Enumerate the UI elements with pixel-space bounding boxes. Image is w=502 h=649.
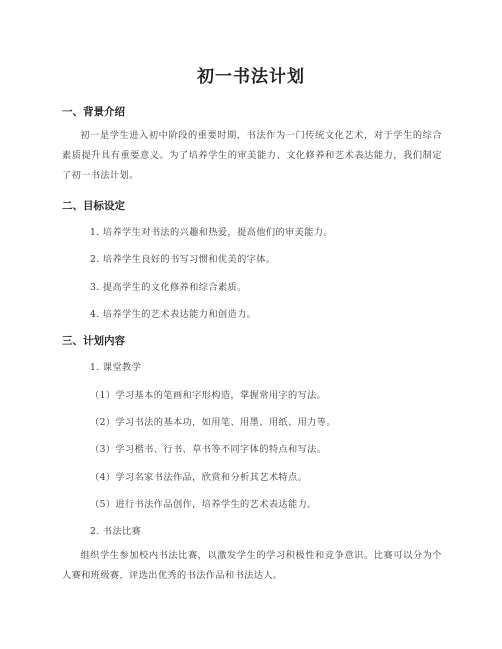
plan-item: （4）学习名家书法作品，欣赏和分析其艺术特点。 [90,472,308,483]
plan-item: （5）进行书法作品创作，培养学生的艺术表达能力。 [90,499,317,510]
section-paragraph-competition: 组织学生参加校内书法比赛，以激发学生的学习积极性和竞争意识。比赛可以分为个人赛和班级赛，评选出优秀的书法作品和书法达人。 [62,550,442,581]
subheading-competition: 2. 书法比赛 [90,526,142,537]
goal-item: 2. 培养学生良好的书写习惯和优美的字体。 [90,254,276,265]
subheading-classroom: 1. 课堂教学 [90,362,142,373]
goal-item: 3. 提高学生的文化修养和综合素质。 [90,282,247,293]
plan-item: （3）学习楷书、行书、草书等不同字体的特点和写法。 [90,444,327,455]
page-title: 初一书法计划 [197,67,305,87]
goal-item: 1. 培养学生对书法的兴趣和热爱，提高他们的审美能力。 [90,227,333,238]
plan-item: （1）学习基本的笔画和字形构造，掌握常用字的写法。 [90,390,327,401]
section-paragraph-background: 初一是学生进入初中阶段的重要时期，书法作为一门传统文化艺术，对于学生的综合素质提升具有重要意义。为了培养学生的审美能力、文化修养和艺术表达能力，我们制定了初一书法计划。 [62,130,442,181]
section-heading-background: 一、背景介绍 [62,106,125,118]
section-heading-goals: 二、目标设定 [62,200,125,212]
goal-item: 4. 培养学生的艺术表达能力和创造力。 [90,309,257,320]
section-heading-plan: 三、计划内容 [62,335,125,347]
plan-item: （2）学习书法的基本功，如用笔、用墨、用纸、用力等。 [90,417,336,428]
